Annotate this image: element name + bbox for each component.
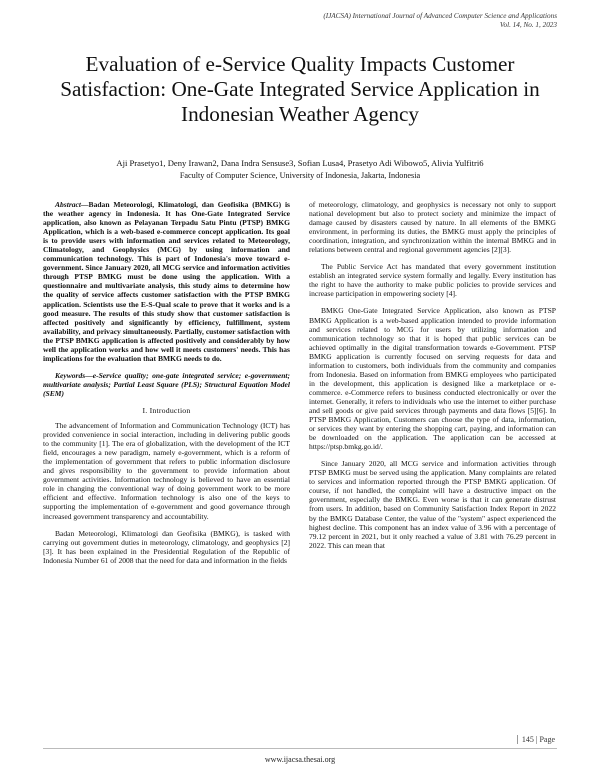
paragraph: of meteorology, climatology, and geophysics is necessary not only to support national development but also to protect society and minimize the impact of damage caused by disasters caused by nature. In all elements of the BMKG environment, in performing its duties, the BMKG must apply the principles of coordination, integration, and synchronization within the internal BMKG and in relations between central and regional government agencies [2][3]. xyxy=(309,200,556,255)
section-heading-introduction: I. Introduction xyxy=(142,405,191,415)
paragraph: The advancement of Information and Communication Technology (ICT) has provided convenience in social interaction, including in delivering public goods to the community [1]. The era of globalization, with the development of the ICT field, encourages a new paradigm, namely e-government, which is a reform of the implementation of government that refers to public information disclosure and gives responsibility to the government to provide information about government activities. Information technology is believed to have an essential role in changing the conventional way of doing government work to be more efficient and effective. Information technology is also one of the keys to supporting the implementation of e-government and good governance through increased government transparency and accountability. xyxy=(43,421,290,521)
abstract-text: Badan Meteorologi, Klimatologi, dan Geofisika (BMKG) is the weather agency in Indonesia. It has One-Gate Integrated Service application, also known as Pelayanan Terpadu Satu Pintu (PTSP) BMKG Application, which is a web-based e-commerce concept application. Its goal is to provide users with information and services related to Meteorology, Climatology, and Geophysics (MCG) by using information and communication technology. This is part of Indonesia's move toward e-government. Since January 2020, all MCG service and information activities through PTSP BMKG must be done using the application. With a questionnaire and multivariate analysis, this study aims to determine how the quality of service affects customer satisfaction with the PTSP BMKG application. Scientists use the E-S-Qual scale to prove that it works and is a good measure. The results of this study show that customer satisfaction is affected positively and significantly by efficiency, fulfillment, system availability, and privacy simultaneously. Partially, customer satisfaction with the PTSP BMKG application is affected positively and considerably by how well the application works and how well it meets customers' needs. This has implications for the evaluation that BMKG needs to do. xyxy=(43,200,290,363)
paragraph: BMKG One-Gate Integrated Service Application, also known as PTSP BMKG Application is a web-based application intended to provide information and services related to MCG for users by utilizing information and communication technology so that it is hoped that public services can be achieved optimally in the digital transformation towards e-Government. PTSP BMKG application is currently focused on serving requests for data and information to customers, both individuals from the community and companies from Indonesia. Based on information from BMKG employees who participated in the development, this application is designed like a marketplace or e-commerce. e-Commerce refers to business conducted electronically or over the internet. Generally, it refers to individuals who use the internet to either purchase and sell goods or give paid services through payments and data flows [5][6]. In PTSP BMKG Application, Customers can choose the type of data, information, or services they want by entering the shopping cart, paying, and information can be downloaded on the application. The application can be accessed at https://ptsp.bmkg.go.id/. xyxy=(309,306,556,452)
left-column xyxy=(43,200,290,573)
paragraph: Badan Meteorologi, Klimatologi dan Geofisika (BMKG), is tasked with carrying out government duties in meteorology, climatology, and geophysics [2][3]. It has been explained in the Presidential Regulation of the Republic of Indonesia Number 61 of 2008 that the need for data and information in the fields xyxy=(43,528,290,565)
affiliation: Faculty of Computer Science, University of Indonesia, Jakarta, Indonesia xyxy=(179,171,421,180)
right-column xyxy=(309,200,556,558)
author-list: Aji Prasetyo1, Deny Irawan2, Dana Indra Sensuse3, Sofian Lusa4, Prasetyo Adi Wibowo5, Alivia Yulfitri6 xyxy=(116,158,484,168)
journal-name: (IJACSA) International Journal of Advanced Computer Science and Applications xyxy=(323,12,557,20)
keywords: Keywords—e-Service quality; one-gate integrated service; e-government; multivariate analysis; Partial Least Square (PLS); Structural Equation Model (SEM) xyxy=(43,370,290,398)
paragraph: The Public Service Act has mandated that every government institution establish an integrated service system formally and legally. Every institution has the right to have the authority to make public policies to provide services and increase participation in empowering society [4]. xyxy=(309,262,556,299)
abstract xyxy=(43,200,290,363)
running-header xyxy=(177,12,557,30)
paragraph: Since January 2020, all MCG service and information activities through PTSP BMKG must be served using the application. Many complaints are related to services and information reported through the PTSP BMKG application. Of course, if not handled, the complaint will have a destructive impact on the government, especially the BMKG. Even worse is that it can generate distrust from users. In addition, based on Community Satisfaction Index Report in 2022 by the BMKG Database Center, the value of the "system" aspect experienced the highest decline. This component has an index value of 3.96 with a percentage of 79.12 percent in 2021, but it only reached a value of 3.81 with 76.29 percent in 2022. This can mean that xyxy=(309,459,556,550)
abstract-lead: Abstract— xyxy=(55,200,89,209)
footer-url: www.ijacsa.thesai.org xyxy=(264,755,336,764)
journal-volume: Vol. 14, No. 1, 2023 xyxy=(499,21,557,29)
page-number: 145 | Page xyxy=(517,735,555,744)
footer-divider xyxy=(43,748,557,749)
paper-title: Evaluation of e-Service Quality Impacts Customer Satisfaction: One-Gate Integrated Service Application in Indonesian Weather Agency xyxy=(60,52,540,126)
